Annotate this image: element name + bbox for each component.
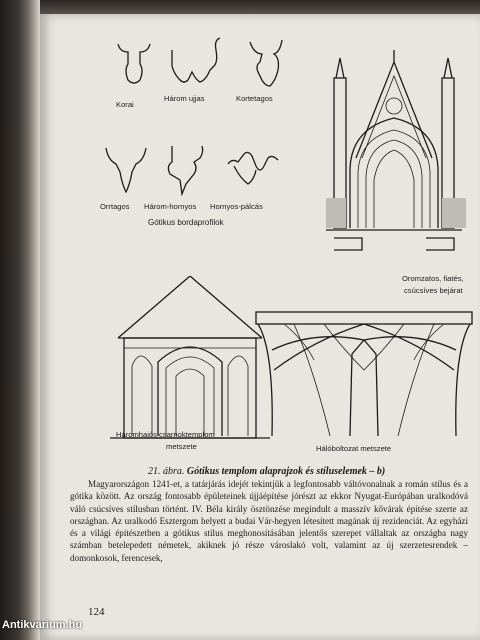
profile-label-harom-ujjas: Három ujjas xyxy=(164,94,205,103)
portal-label-line2: csúcsíves bejárat xyxy=(404,286,463,295)
figure-caption xyxy=(148,466,385,477)
profiles-title: Gótikus bordaprofilok xyxy=(148,218,224,227)
page-top-shadow xyxy=(40,0,480,14)
net-vault-section-drawing xyxy=(254,310,474,438)
hall-label-line1: Háromhajós csarnoktemplom xyxy=(116,430,215,439)
figure-caption-text: Gótikus templom alaprajzok és stíluselemek – b) xyxy=(186,466,386,477)
profile-label-hornyos-palcas: Hornyos-pálcás xyxy=(210,202,263,211)
body-text xyxy=(70,478,468,564)
profile-label-korai: Korai xyxy=(116,100,134,109)
hall-label-line2: metszete xyxy=(166,442,197,451)
figure-number: 21. ábra. xyxy=(148,466,185,477)
rib-profile-drawings-row1 xyxy=(110,36,310,96)
watermark: Antikvarium.hu xyxy=(2,619,83,631)
body-paragraph: Magyarországon 1241-et, a tatárjárás idejét tekintjük a legfontosabb váltóvonalnak a román stílus és a gótika között. Az ország fontosabb épületeinek újjáépítése jórészt az ekkor Nyugat-Európában uralkodóvá váló csúcsíves stílusban történt. IV. Béla király ösztönzése megindult a masszív kővárak építése szerte az országban. Az uralkodó Esztergom helyett a budai Vár-hegyen létesített magának új rezidenciát. Az egyházi és a világi építészetben a gótikus stílus meghonosításában jelentős szerepet vállaltak az országba nagy számban betelepedett németek, akiknek jó része városlakó volt, valamint az új szerzetesrendek – domonkosok, ferencesek, xyxy=(70,479,468,563)
hall-church-section-drawing xyxy=(110,276,270,440)
profile-label-orrtagos: Orrtagos xyxy=(100,202,130,211)
page-number: 124 xyxy=(88,606,105,618)
vault-label: Hálóboltozat metszete xyxy=(316,444,392,453)
rib-profile-drawings-row2 xyxy=(102,144,282,204)
portal-label-line1: Oromzatos, fiatés, xyxy=(402,274,464,283)
profile-label-kortetagos: Kortetagos xyxy=(236,94,273,103)
profile-label-harom-hornyos: Három-hornyos xyxy=(144,202,197,211)
book-spine-edge xyxy=(0,0,40,640)
gothic-portal-drawing xyxy=(326,48,466,284)
